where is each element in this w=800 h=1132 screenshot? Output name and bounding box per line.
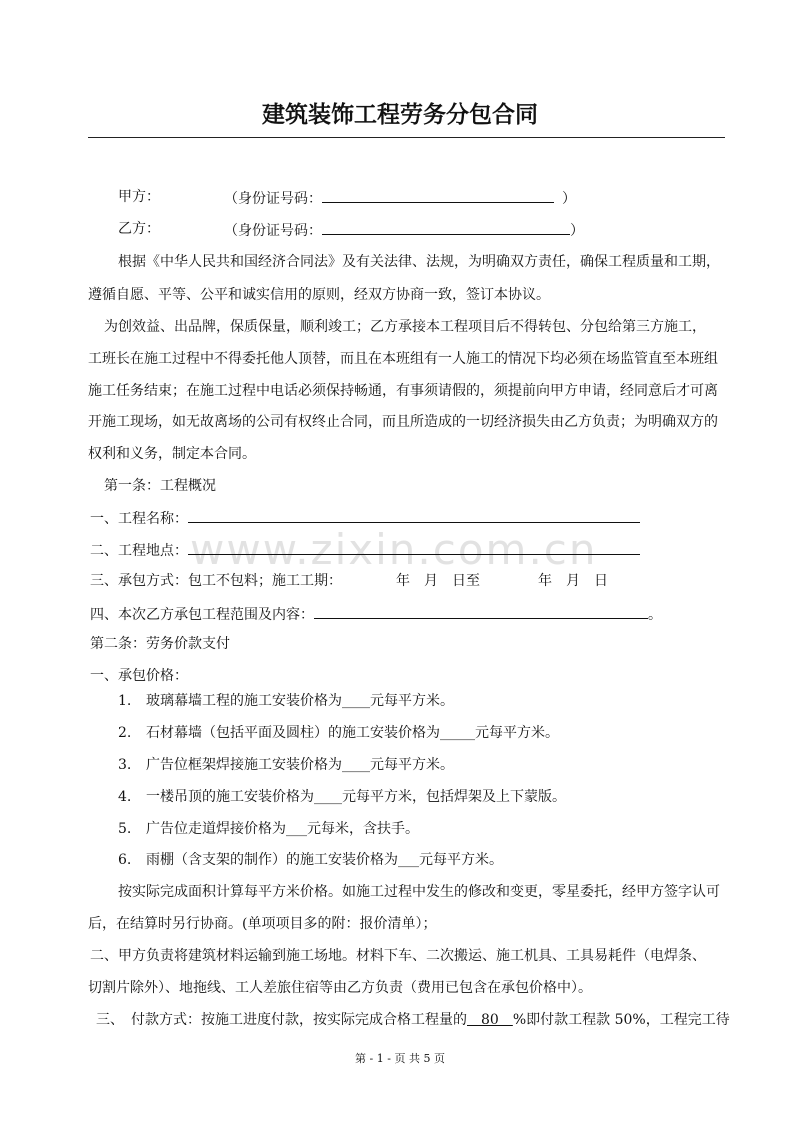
price-item-number: 2. xyxy=(118,725,132,741)
price-item-unit: 元每平方米。 xyxy=(419,852,503,868)
price-item-unit: 元每平方米，包括焊架及上下蒙版。 xyxy=(342,789,566,805)
party-b-label: 乙方： xyxy=(118,221,160,237)
title-rule xyxy=(88,137,725,138)
party-b-id xyxy=(224,220,584,240)
watermark: www.zixin.com.cn xyxy=(190,525,598,574)
calc-line1: 按实际完成面积计算每平方米价格。如施工过程中发生的修改和变更，零星委托，经甲方签字认可 xyxy=(118,884,720,900)
payment-method-suffix: %即付款工程款 50%，工程完工待 xyxy=(512,1012,730,1028)
price-item-text xyxy=(146,724,559,742)
price-item-number: 1. xyxy=(118,693,132,709)
para2-line5: 权利和义务，制定本合同。 xyxy=(88,446,256,462)
sub3-line xyxy=(96,1011,730,1029)
price-item-number: 4. xyxy=(118,789,132,805)
period-start-date: 年 月 日至 xyxy=(396,573,480,589)
period-end-date: 年 月 日 xyxy=(538,573,608,589)
price-item-unit: 元每平方米。 xyxy=(370,757,454,773)
party-b-id-label: （身份证号码： xyxy=(224,223,322,239)
price-item-blank[interactable]: _____ xyxy=(440,725,475,741)
sub2-line2: 切割片除外）、地拖线、工人差旅住宿等由乙方负责（费用已包含在承包价格中）。 xyxy=(88,980,592,996)
party-b-id-close: ） xyxy=(570,223,584,239)
price-item xyxy=(118,724,559,742)
price-item-label: 广告位走道焊接价格为 xyxy=(146,821,286,837)
scope-blank[interactable] xyxy=(314,604,648,619)
price-item-blank[interactable]: ____ xyxy=(314,789,342,805)
price-item-unit: 元每平方米。 xyxy=(370,693,454,709)
para2-line4: 开施工现场，如无故离场的公司有权终止合同，而且所造成的一切经济损失由乙方负责；为明确双方的 xyxy=(88,414,718,430)
price-item-number: 5. xyxy=(118,821,132,837)
party-b-id-blank[interactable] xyxy=(322,220,570,235)
price-item-blank[interactable]: ___ xyxy=(398,852,419,868)
price-item-unit: 元每米，含扶手。 xyxy=(307,821,419,837)
project-name-label: 一、工程名称： xyxy=(90,511,188,527)
price-item-number: 3. xyxy=(118,757,132,773)
para1-line1: 根据《中华人民共和国经济合同法》及有关法律、法规，为明确双方责任，确保工程质量和工期， xyxy=(118,254,720,270)
para2-line1: 为创效益、出品牌，保质保量，顺利竣工；乙方承接本工程项目后不得转包、分包给第三方施工， xyxy=(104,319,706,335)
party-a-id-blank[interactable] xyxy=(322,188,554,203)
party-a-id xyxy=(224,188,576,208)
document-title: 建筑装饰工程劳务分包合同 xyxy=(262,102,538,128)
price-item-number: 6. xyxy=(118,852,132,868)
price-item-blank[interactable]: ___ xyxy=(286,821,307,837)
party-a-line xyxy=(118,188,576,207)
price-item-text xyxy=(146,756,454,774)
project-name-blank[interactable] xyxy=(188,508,640,523)
project-location-label: 二、工程地点： xyxy=(90,543,188,559)
price-item-label: 雨棚（含支架的制作）的施工安装价格为 xyxy=(146,852,398,868)
project-location-blank[interactable] xyxy=(188,540,640,555)
scope-end: 。 xyxy=(648,607,662,623)
party-a-id-close: ） xyxy=(562,191,576,207)
price-item-unit: 元每平方米。 xyxy=(475,725,559,741)
price-item xyxy=(118,692,454,710)
party-b-line xyxy=(118,220,584,239)
payment-percent-value[interactable]: 80 xyxy=(467,1012,513,1028)
payment-method-label: 三、 付款方式：按施工进度付款，按实际完成合格工程量的 xyxy=(96,1012,467,1028)
article2-heading: 第二条：劳务价款支付 xyxy=(90,636,230,652)
price-item-blank[interactable]: ____ xyxy=(342,757,370,773)
price-item-text xyxy=(146,788,566,806)
article1-item2 xyxy=(90,540,640,560)
price-item-label: 石材幕墙（包括平面及圆柱）的施工安装价格为 xyxy=(146,725,440,741)
price-item-label: 广告位框架焊接施工安装价格为 xyxy=(146,757,342,773)
scope-label: 四、本次乙方承包工程范围及内容： xyxy=(90,607,314,623)
page-footer: 第 - 1 - 页 共 5 页 xyxy=(355,1052,445,1065)
article2-sub1: 一、承包价格： xyxy=(90,668,188,684)
article1-heading: 第一条：工程概况 xyxy=(104,478,216,494)
price-item-label: 一楼吊顶的施工安装价格为 xyxy=(146,789,314,805)
price-item-blank[interactable]: ____ xyxy=(342,693,370,709)
price-item xyxy=(118,820,419,838)
price-item-text xyxy=(146,820,419,838)
calc-line2: 后，在结算时另行协商。(单项项目多的附：报价清单）； xyxy=(88,916,437,932)
price-item xyxy=(118,788,566,806)
price-item-text xyxy=(146,692,454,710)
sub2-line1: 二、甲方负责将建筑材料运输到施工场地。材料下车、二次搬运、施工机具、工具易耗件（电焊条、 xyxy=(90,948,706,964)
para1-line2: 遵循自愿、平等、公平和诚实信用的原则，经双方协商一致，签订本协议。 xyxy=(88,287,550,303)
price-item-label: 玻璃幕墙工程的施工安装价格为 xyxy=(146,693,342,709)
article1-item3 xyxy=(90,572,608,590)
article1-item4 xyxy=(90,604,662,624)
article1-item1 xyxy=(90,508,640,528)
price-item xyxy=(118,851,503,869)
contract-mode-label: 三、承包方式：包工不包料；施工工期： xyxy=(90,573,342,589)
para2-line3: 施工任务结束；在施工过程中电话必须保持畅通，有事须请假的，须提前向甲方申请，经同意后才可离 xyxy=(88,383,718,399)
para2-line2: 工班长在施工过程中不得委托他人顶替，而且在本班组有一人施工的情况下均必须在场监管直至本班组 xyxy=(88,351,718,367)
party-a-label: 甲方： xyxy=(118,189,160,205)
price-item-text xyxy=(146,851,503,869)
party-a-id-label: （身份证号码： xyxy=(224,191,322,207)
price-item xyxy=(118,756,454,774)
